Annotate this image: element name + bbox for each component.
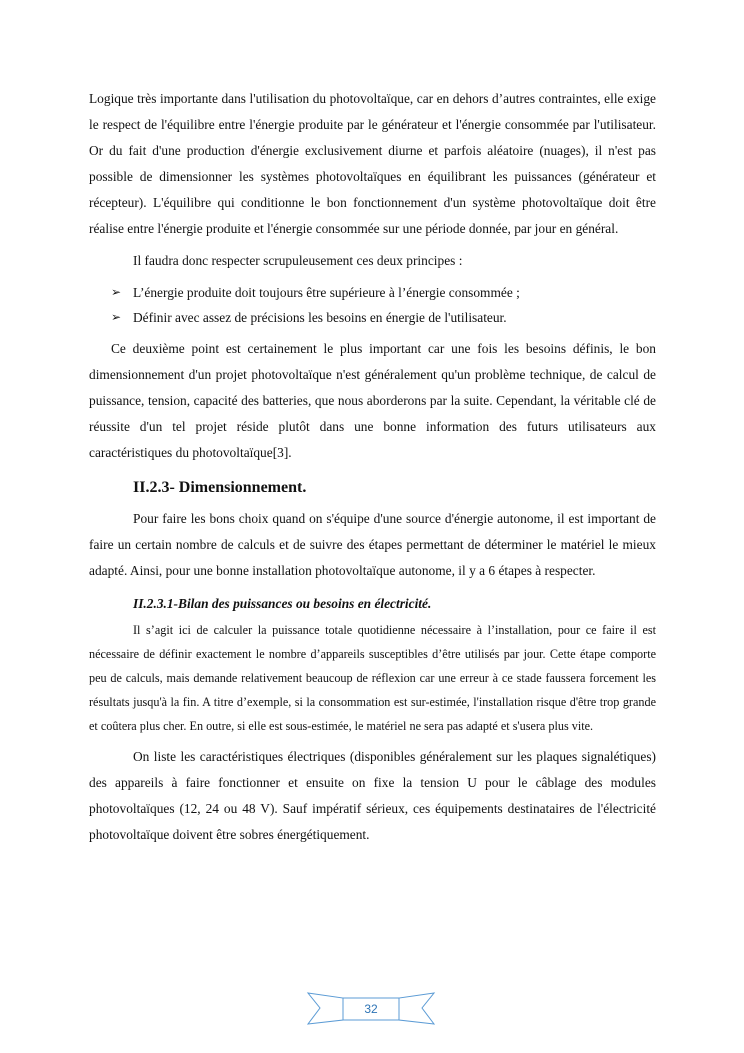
list-item-text: L’énergie produite doit toujours être supérieure à l’énergie consommée ; <box>133 285 520 300</box>
page-number: 32 <box>364 1002 378 1016</box>
list-item <box>89 305 656 330</box>
principles-list <box>89 280 656 330</box>
list-item-text: Définir avec assez de précisions les besoins en énergie de l'utilisateur. <box>133 310 507 325</box>
list-item <box>89 280 656 305</box>
paragraph-equilibre: Logique très importante dans l'utilisation du photovoltaïque, car en dehors d’autres contraintes, elle exige le respect de l'équilibre entre l'énergie produite par le générateur et l'énergie consommée par l'utilisateur. Or du fait d'une production d'énergie exclusivement diurne et parfois aléatoire (nuages), il n'est pas possible de dimensionner les systèmes photovoltaïques en équilibrant les puissances (générateur et récepteur). L'équilibre qui conditionne le bon fonctionnement d'un système photovoltaïque doit être réalise entre l'énergie produite et l'énergie consommée sur une période donnée, par jour en général. <box>89 91 656 236</box>
arrow-bullet-icon: ➢ <box>111 285 122 299</box>
paragraph-dimensionnement: Pour faire les bons choix quand on s'équipe d'une source d'énergie autonome, il est important de faire un certain nombre de calculs et de suivre des étapes permettant de déterminer le matériel le mieux adapté. Ainsi, pour une bonne installation photovoltaïque autonome, il y a 6 étapes à respecter. <box>89 511 656 578</box>
paragraph-bilan: Il s’agit ici de calculer la puissance totale quotidienne nécessaire à l’installation, pour ce faire il est nécessaire de définir exactement le nombre d’appareils susceptibles d’être utilisés par jour. Cette étape comporte peu de calculs, mais demande relativement beaucoup de réflexion car une erreur à ce stade faussera forcement les résultats jusqu'à la fin. A titre d’exemple, si la consommation est sur-estimée, l'installation risque d'être trop grande et coûtera plus cher. En outre, si elle est sous-estimée, le matériel ne sera pas adapté et s'usera plus vite. <box>89 623 656 733</box>
arrow-bullet-icon: ➢ <box>111 310 122 324</box>
paragraph-principes-intro: Il faudra donc respecter scrupuleusement ces deux principes : <box>133 253 463 268</box>
paragraph-deuxieme-point: Ce deuxième point est certainement le plus important car une fois les besoins définis, le bon dimensionnement d'un projet photovoltaïque n'est généralement qu'un problème technique, de calcul de puissance, tension, capacité des batteries, que nous aborderons par la suite. Cependant, la véritable clé de réussite d'un tel projet réside plutôt dans une bonne information des futurs utilisateurs aux caractéristiques du photovoltaïque[3]. <box>89 341 656 460</box>
paragraph-caracteristiques: On liste les caractéristiques électriques (disponibles généralement sur les plaques signalétiques) des appareils à faire fonctionner et ensuite on fixe la tension U pour le câblage des modules photovoltaïques (12, 24 ou 48 V). Sauf impératif sérieux, ces équipements destinataires de l'électricité photovoltaïque doivent être sobres énergétiquement. <box>89 749 656 842</box>
subsection-heading: II.2.3.1-Bilan des puissances ou besoins en électricité. <box>133 596 432 611</box>
page-number-banner <box>306 990 436 1030</box>
document-page <box>89 86 656 848</box>
section-heading: II.2.3- Dimensionnement. <box>133 479 307 496</box>
